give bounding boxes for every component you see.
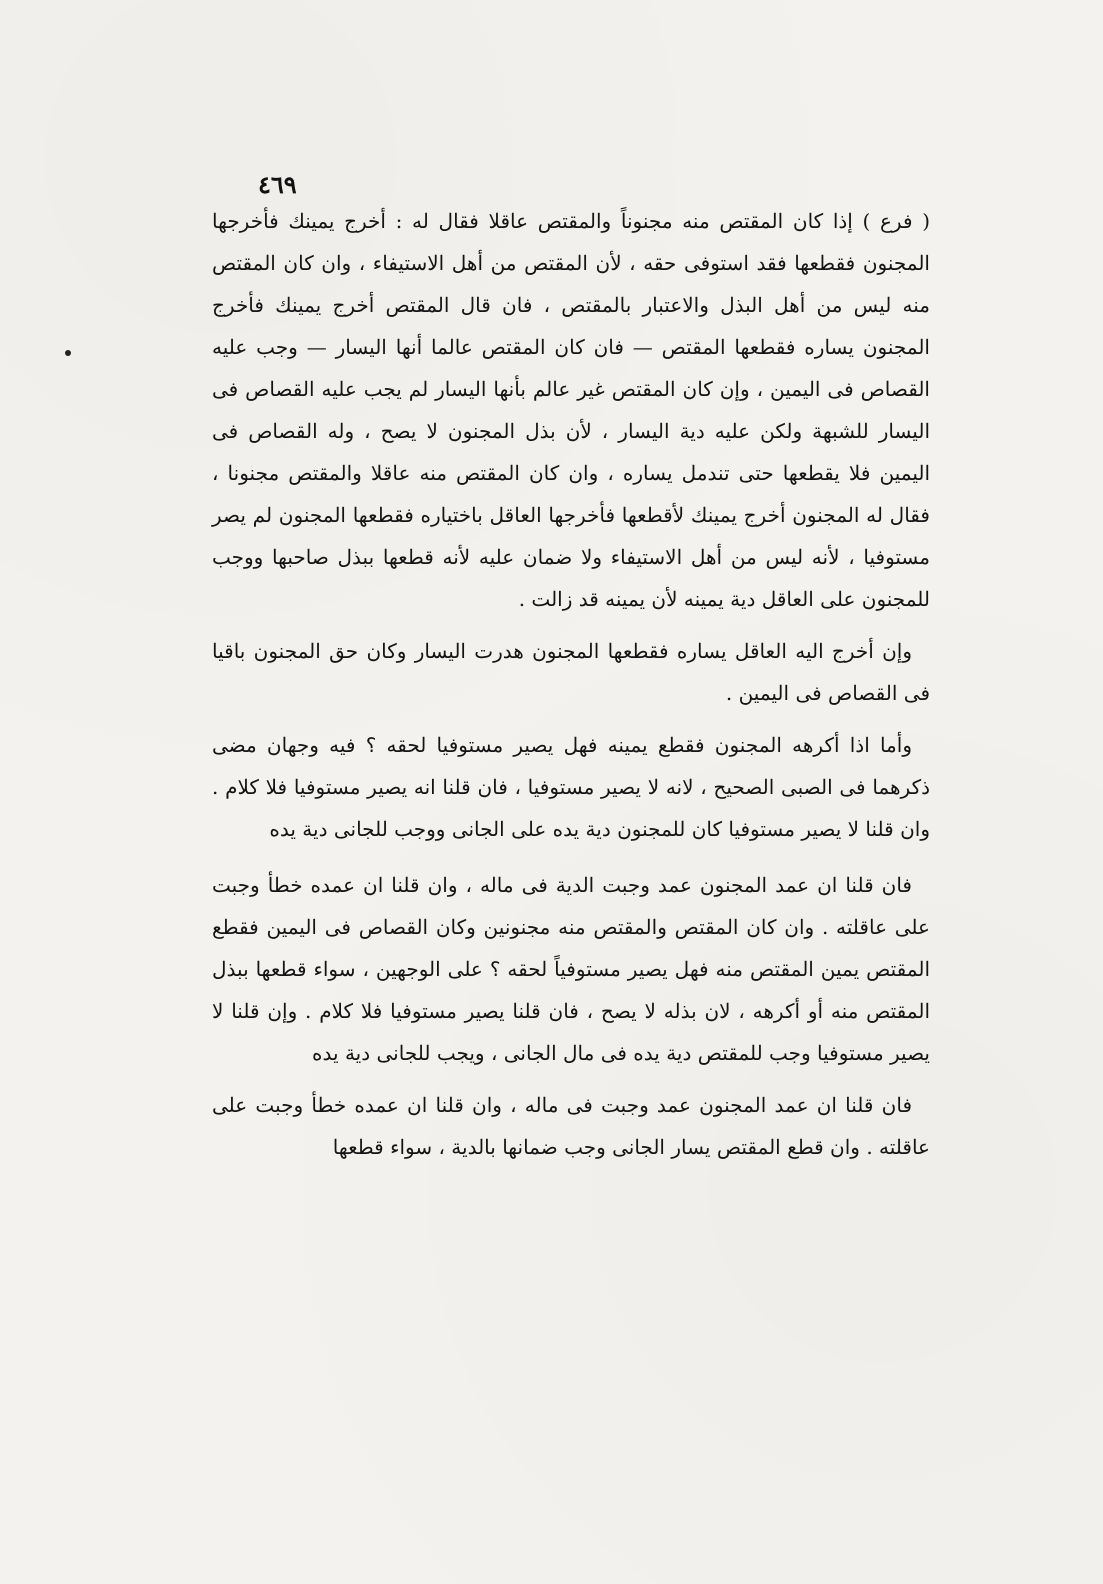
body-text (212, 200, 930, 1168)
paragraph-4: فان قلنا ان عمد المجنون عمد وجبت الدية فى ماله ، وان قلنا ان عمده خطأ وجبت على عاقلته . وان كان المقتص والمقتص منه مجنونين وكان القصاص فى اليمين فقطع المقتص يمين المقتص منه فهل يصير مستوفياً لحقه ؟ على الوجهين ، سواء قطعها ببذل المقتص منه أو أكرهه ، لان بذله لا يصح ، فان قلنا يصير مستوفيا فلا كلام . وإن قلنا لا يصير مستوفيا وجب للمقتص دية يده فى مال الجانى ، ويجب للجانى دية يده (212, 873, 930, 1065)
paragraph-3: وأما اذا أكرهه المجنون فقطع يمينه فهل يصير مستوفيا لحقه ؟ فيه وجهان مضى ذكرهما فى الصبى الصحيح ، لانه لا يصير مستوفيا ، فان قلنا انه يصير مستوفيا فلا كلام . وان قلنا لا يصير مستوفيا كان للمجنون دية يده على الجانى ووجب للجانى دية يده (212, 733, 930, 841)
paragraph-5: فان قلنا ان عمد المجنون عمد وجبت فى ماله ، وان قلنا ان عمده خطأ وجبت على عاقلته . وان قطع المقتص يسار الجانى وجب ضمانها بالدية ، سواء قطعها (212, 1093, 930, 1159)
paragraph-1: ( فرع ) إذا كان المقتص منه مجنوناً والمقتص عاقلا فقال له : أخرج يمينك فأخرجها المجنون فقطعها فقد استوفى حقه ، لأن المقتص من أهل الاستيفاء ، وان كان المقتص منه ليس من أهل البذل والاعتبار بالمقتص ، فان قال المقتص أخرج يمينك فأخرج المجنون يساره فقطعها المقتص — فان كان المقتص عالما أنها اليسار — وجب عليه القصاص فى اليمين ، وإن كان المقتص غير عالم بأنها اليسار لم يجب عليه القصاص فى اليسار للشبهة ولكن عليه دية اليسار ، لأن بذل المجنون لا يصح ، وله القصاص فى اليمين فلا يقطعها حتى تندمل يساره ، وان كان المقتص منه عاقلا والمقتص مجنونا ، فقال له المجنون أخرج يمينك لأقطعها فأخرجها العاقل باختياره فقطعها المجنون لم يصر مستوفيا ، لأنه ليس من أهل الاستيفاء ولا ضمان عليه لأنه قطعها ببذل صاحبها ووجب للمجنون على العاقل دية يمينه لأن يمينه قد زالت . (212, 209, 931, 611)
paragraph-2: وإن أخرج اليه العاقل يساره فقطعها المجنون هدرت اليسار وكان حق المجنون باقيا فى القصاص فى اليمين . (212, 639, 930, 705)
margin-dot (65, 350, 71, 356)
page-number: ٤٦٩ (258, 170, 297, 199)
